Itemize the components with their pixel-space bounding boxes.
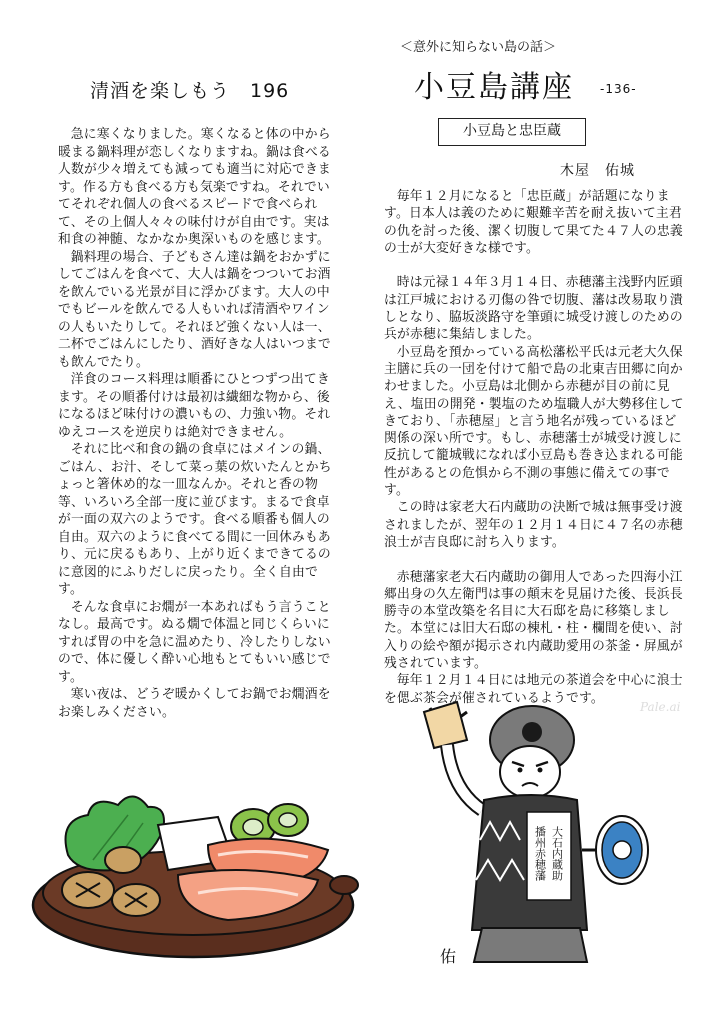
paragraph: そんな食卓にお燗が一本あればもう言うことなし。最高です。ぬる燗で体温と同じくらいにすれば胃の中を急に温めたり、冷したりしないので、体に優しく酔い心地もとてもいい感じです。: [58, 599, 331, 685]
banner-text: 大石内蔵助: [550, 826, 564, 881]
raised-arm: [447, 745, 482, 810]
watermark: Pale.ai: [640, 700, 681, 714]
drum-emblem: [613, 841, 631, 859]
series-kicker: ＜意外に知らない島の話＞: [400, 40, 557, 55]
paragraph: この時は家老大石内蔵助の決断で城は無事受け渡されましたが、翌年の１２月１４日に４７名の赤穂浪士が吉良邸に討ち入ります。: [384, 500, 683, 550]
paragraph: 時は元禄１４年３月１４日、赤穂藩主浅野内匠頭は江戸城における刃傷の咎で切腹、藩は改易取り潰しとなり、脇坂淡路守を筆頭に城受け渡しのための兵が赤穂に集結しました。: [384, 275, 683, 343]
article-subtitle: 小豆島と忠臣蔵: [438, 118, 586, 146]
column-title: 清酒を楽しもう 196: [90, 80, 290, 102]
eye: [518, 768, 523, 773]
samurai-illustration: [412, 700, 682, 980]
lecture-title: 小豆島講座: [414, 70, 574, 105]
paragraph: 急に寒くなりました。寒くなると体の中から暖まる鍋料理が恋しくなりますね。鍋は食べる人数が少々増えても減っても適当に対応できます。作る方も食べる方も気楽ですね。それでいてそれぞれ個人の食べるスピードで食べられて、その上個人々々の味付けが自由です。実は和食の神髄、なかなか奥深いものを感じます。: [58, 127, 331, 247]
paragraph: 鍋料理の場合、子どもさん達は鍋をおかずにしてごはんを食べて、大人は鍋をつついてお酒を飲んでいる光景が目に浮かびます。大人の中でもビールを飲んでる人もいれば清酒やワインの人もいたりして。それほど強くない人は一、二杯でごはんにしたり、酒好きな人はいつまでも飲んでたり。: [58, 249, 331, 370]
paragraph: 小豆島を預かっている高松藩松平氏は元老大久保主膳に兵の一団を付けて船で島の北東吉田郷に向かわせました。小豆島は北側から赤穂が目の前に見え、塩田の開発・製塩のため塩職人が大勢移住してきており、「赤穂屋」と言う地名が残っているほど関係の深い所です。もし、赤穂藩士が城受け渡しに反抗して籠城戦になれば小豆島も巻き込まれる可能性があるとの危惧から不測の事態に備えての事です。: [384, 344, 684, 499]
leek: [279, 813, 297, 827]
paragraph: 毎年１２月１４日には地元の茶道会を中心に浪士を偲ぶ茶会が催されているようです。: [384, 673, 683, 706]
helmet-crest: [522, 722, 542, 742]
paragraph: それに比べ和食の鍋の食卓にはメインの鍋、ごはん、お汁、そして菜っ葉の炊いたんとかちょっと箸休め的な一皿なんか。それと香の物等、いろいろ全部一度に並びます。まるで食卓が一面の双六のようです。食べる順番も個人の自由。双六のように食べてる間に一回休みもあり、元に戻るもあり、上がり近くまできてるのに意図的にふりだしに戻ったり。全く自由です。: [58, 442, 332, 597]
hakama: [474, 928, 587, 962]
paragraph: 寒い夜は、どうぞ暖かくしてお鍋でお燗酒をお楽しみください。: [58, 687, 331, 720]
banner-text: 播州赤穂藩: [533, 826, 547, 881]
sake-article-body: [58, 126, 334, 721]
leek: [243, 819, 263, 835]
pot-handle: [330, 876, 358, 894]
face: [500, 746, 560, 798]
paragraph: 毎年１２月になると「忠臣蔵」が話題になります。日本人は義のために艱難辛苦を耐え抜いて主君の仇を討った後、潔く切腹して果てた４７人の忠義の士が大変好きな様です。: [384, 189, 683, 256]
island-article-body: [384, 188, 688, 707]
author-name: 木屋 佑城: [560, 163, 635, 179]
eye: [538, 768, 543, 773]
mushroom: [105, 847, 141, 873]
artist-signature: 佑: [440, 947, 457, 966]
issue-number: -136-: [600, 82, 637, 96]
hot-pot-illustration: [18, 775, 363, 975]
paragraph: 赤穂藩家老大石内蔵助の御用人であった四海小江郷出身の久左衛門は事の顛末を見届けた後、長浜長勝寺の本堂改築を名目に大石邸を島に移築しました。本堂には旧大石邸の棟札・柱・欄間を使い、討入りの絵や額が掲示され内蔵助愛用の茶釜・屏風が残されています。: [384, 569, 683, 672]
paragraph: 洋食のコース料理は順番にひとつずつ出てきます。その順番付けは最初は繊細な物から、後になるほど味付けの濃いもの、力強い物。それゆえコースを逆戻りは絶対できません。: [58, 372, 331, 440]
